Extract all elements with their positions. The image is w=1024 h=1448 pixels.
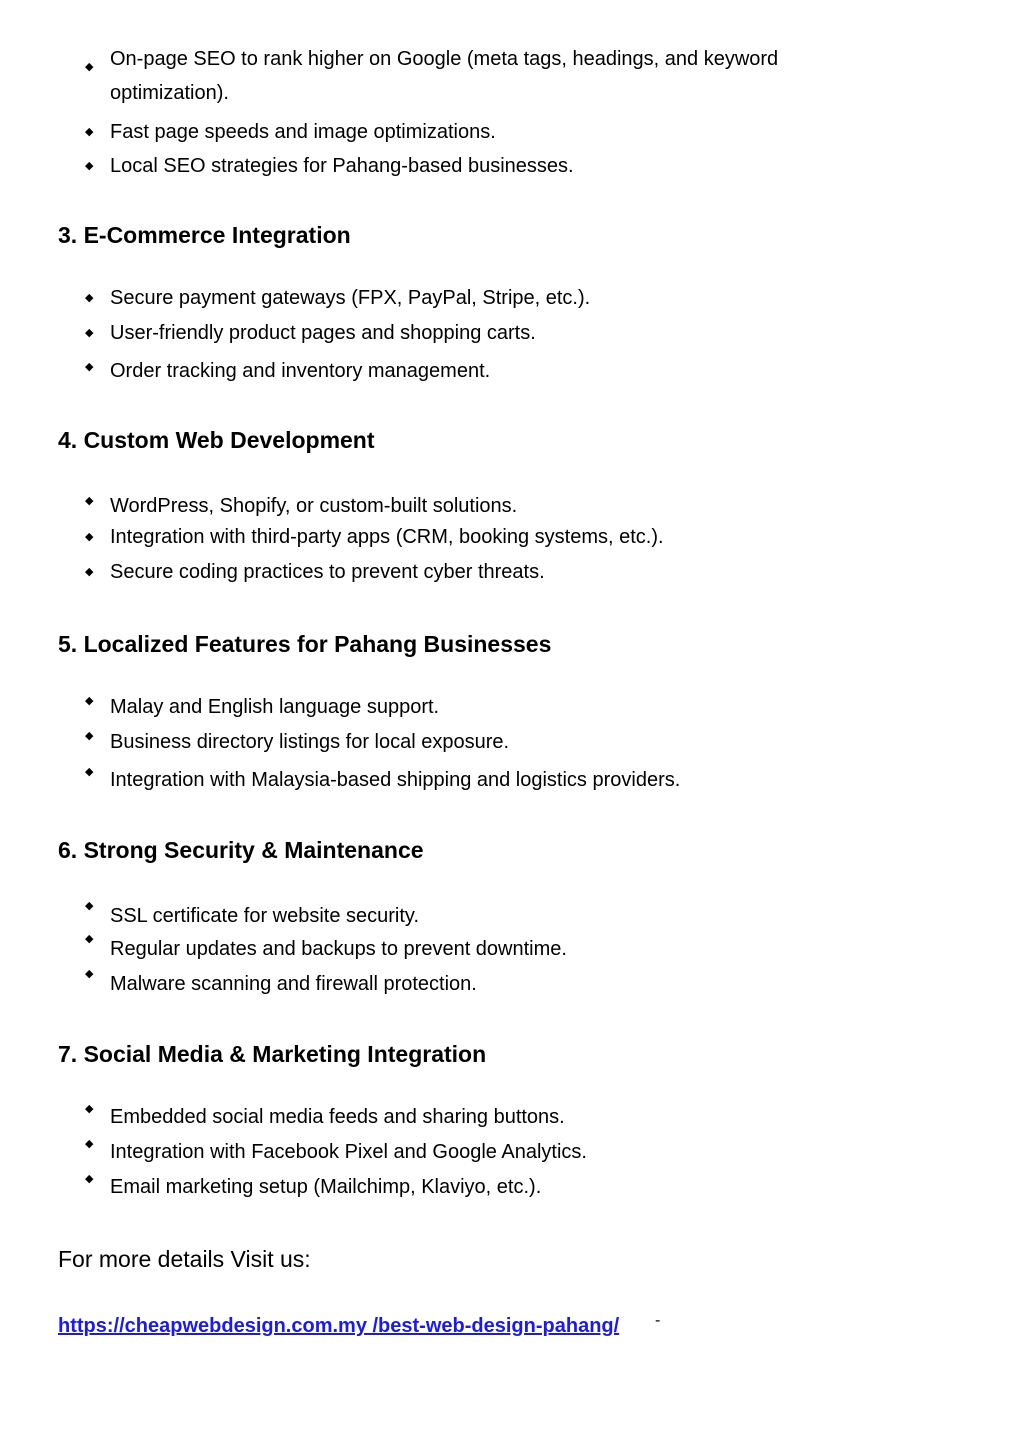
diamond-bullet-icon: ◆ — [85, 968, 94, 980]
list-item-text: Regular updates and backups to prevent downtime. — [110, 938, 567, 960]
section-heading: 6. Strong Security & Maintenance — [58, 837, 424, 863]
diamond-bullet-icon: ◆ — [85, 531, 94, 543]
list-item-text: Embedded social media feeds and sharing buttons. — [110, 1106, 565, 1128]
list-item-text: Malware scanning and firewall protection. — [110, 973, 477, 995]
list-item-text: Business directory listings for local exposure. — [110, 731, 510, 753]
section-heading: 5. Localized Features for Pahang Businesses — [58, 631, 552, 657]
diamond-bullet-icon: ◆ — [85, 1173, 94, 1185]
list-item-text: WordPress, Shopify, or custom-built solutions. — [110, 495, 518, 517]
diamond-bullet-icon: ◆ — [85, 495, 94, 507]
section-heading: 4. Custom Web Development — [58, 427, 375, 453]
list-item-text: Integration with third-party apps (CRM, booking systems, etc.). — [110, 526, 664, 548]
list-item-text: Secure coding practices to prevent cyber threats. — [110, 561, 545, 583]
list-item-text: Malay and English language support. — [110, 696, 440, 718]
diamond-bullet-icon: ◆ — [85, 1103, 94, 1115]
diamond-bullet-icon: ◆ — [85, 933, 94, 945]
diamond-bullet-icon: ◆ — [85, 1138, 94, 1150]
list-item-text: Email marketing setup (Mailchimp, Klaviyo, etc.). — [110, 1176, 542, 1198]
diamond-bullet-icon: ◆ — [85, 730, 94, 742]
diamond-bullet-icon: ◆ — [85, 160, 94, 172]
diamond-bullet-icon: ◆ — [85, 695, 94, 707]
list-item-text: Local SEO strategies for Pahang-based businesses. — [110, 155, 574, 177]
diamond-bullet-icon: ◆ — [85, 292, 94, 304]
list-item-text: Fast page speeds and image optimizations. — [110, 121, 496, 143]
diamond-bullet-icon: ◆ — [85, 766, 94, 778]
diamond-bullet-icon: ◆ — [85, 900, 94, 912]
section-heading: 3. E-Commerce Integration — [58, 222, 351, 248]
list-item-text: On-page SEO to rank higher on Google (meta tags, headings, and keyword optimization). — [110, 48, 779, 104]
diamond-bullet-icon: ◆ — [85, 566, 94, 578]
diamond-bullet-icon: ◆ — [85, 61, 94, 73]
list-item-text: SSL certificate for website security. — [110, 905, 420, 927]
list-item-text: Secure payment gateways (FPX, PayPal, Stripe, etc.). — [110, 287, 591, 309]
diamond-bullet-icon: ◆ — [85, 126, 94, 138]
visit-us-text: For more details Visit us: — [58, 1246, 311, 1272]
diamond-bullet-icon: ◆ — [85, 327, 94, 339]
diamond-bullet-icon: ◆ — [85, 361, 94, 373]
list-item-text: Integration with Malaysia-based shipping and logistics providers. — [110, 769, 681, 791]
list-item-text: User-friendly product pages and shopping carts. — [110, 322, 536, 344]
list-item-text: Integration with Facebook Pixel and Google Analytics. — [110, 1141, 587, 1163]
section-heading: 7. Social Media & Marketing Integration — [58, 1041, 487, 1067]
list-item-text: Order tracking and inventory management. — [110, 360, 491, 382]
trailing-mark: - — [655, 1312, 661, 1329]
website-link[interactable]: https://cheapwebdesign.com.my /best-web-design-pahang/ — [58, 1315, 620, 1337]
